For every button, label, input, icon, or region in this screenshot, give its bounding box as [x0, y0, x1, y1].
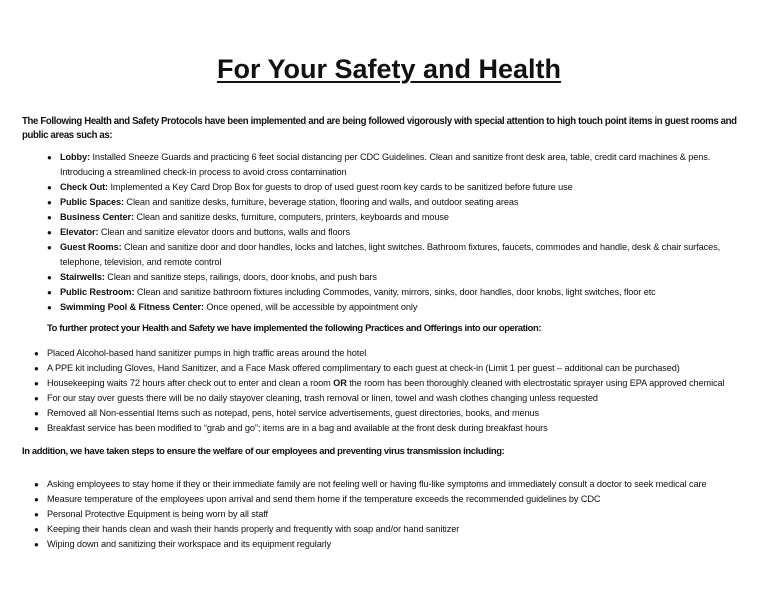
item-label: Business Center:	[60, 212, 134, 222]
bullet-icon: ●	[34, 394, 39, 403]
list-item	[34, 492, 756, 507]
bullet-icon: ●	[34, 409, 39, 418]
item-text: Clean and sanitize door and door handles, locks and latches, light switches. Bathroom fixtures, faucets, commodes and handle, desk & chair surfaces, telephone, television, and remote control	[60, 242, 721, 267]
item-label: Swimming Pool & Fitness Center:	[60, 302, 204, 312]
item-text: Implemented a Key Card Drop Box for guests to drop of used guest room key cards to be sanitized before future use	[108, 182, 573, 192]
list-item	[47, 300, 756, 315]
list-item	[47, 270, 756, 285]
item-label: Guest Rooms:	[60, 242, 122, 252]
intro-paragraph: The Following Health and Safety Protocols have been implemented and are being followed vigorously with special attention to high touch point items in guest rooms and public areas such as:	[22, 115, 737, 142]
item-text: Clean and sanitize elevator doors and buttons, walls and floors	[98, 227, 350, 237]
item-text: Asking employees to stay home if they or their immediate family are not feeling well or having flu-like symptoms and immediately consult a doctor to seek medical care	[47, 479, 707, 489]
item-text: Removed all Non-essential Items such as notepad, pens, hotel service advertisements, guest directories, books, and menus	[47, 408, 540, 418]
item-text: Once opened, will be accessible by appointment only	[203, 302, 418, 312]
list-item	[34, 507, 756, 522]
bullet-icon: ●	[34, 379, 39, 388]
item-text: For our stay over guests there will be no daily stayover cleaning, trash removal or linen, towel and wash clothes changing unless requested	[47, 393, 598, 403]
item-text: Keeping their hands clean and wash their hands properly and frequently with soap and/or hand sanitizer	[47, 524, 460, 534]
list-item	[47, 180, 756, 195]
areas-list	[22, 150, 756, 315]
list-item	[47, 240, 756, 270]
employees-heading: In addition, we have taken steps to ensure the welfare of our employees and preventing virus transmission including:	[22, 445, 505, 456]
list-item	[47, 150, 756, 180]
item-label: Public Spaces:	[60, 197, 124, 207]
item-text: Clean and sanitize desks, furniture, beverage station, flooring and walls, and outdoor seating areas	[123, 197, 519, 207]
item-text: the room has been thoroughly cleaned with electrostatic sprayer using EPA approved chemical	[346, 378, 725, 388]
emphasis-or: OR	[333, 378, 347, 388]
list-item	[34, 522, 756, 537]
page-title: For Your Safety and Health	[216, 54, 562, 84]
list-item	[47, 210, 756, 225]
item-label: Stairwells:	[60, 272, 105, 282]
bullet-icon: ●	[34, 424, 39, 433]
item-text: Personal Protective Equipment is being worn by all staff	[47, 509, 268, 519]
bullet-icon: ●	[47, 153, 52, 162]
bullet-icon: ●	[47, 243, 52, 252]
list-item	[34, 537, 756, 552]
item-label: Elevator:	[60, 227, 99, 237]
item-text: Wiping down and sanitizing their workspace and its equipment regularly	[47, 539, 332, 549]
bullet-icon: ●	[34, 495, 39, 504]
item-text: Installed Sneeze Guards and practicing 6 feet social distancing per CDC Guidelines. Clean and sanitize front desk area, table, credit card machines & pens. Introducing a streamlined check-in process to avoid cross contamination	[60, 152, 711, 177]
list-item	[47, 225, 756, 240]
item-text: Clean and sanitize bathroom fixtures including Commodes, vanity, mirrors, sinks, door handles, door knobs, light switches, floor etc	[134, 287, 656, 297]
item-text: Measure temperature of the employees upon arrival and send them home if the temperature exceeds the recommended guidelines by CDC	[47, 494, 601, 504]
bullet-icon: ●	[34, 480, 39, 489]
bullet-icon: ●	[47, 213, 52, 222]
bullet-icon: ●	[34, 510, 39, 519]
list-item	[34, 406, 756, 421]
bullet-icon: ●	[34, 349, 39, 358]
list-item	[34, 421, 756, 436]
bullet-icon: ●	[47, 198, 52, 207]
bullet-icon: ●	[34, 364, 39, 373]
list-item	[47, 285, 756, 300]
bullet-icon: ●	[47, 228, 52, 237]
item-text: Clean and sanitize desks, furniture, computers, printers, keyboards and mouse	[133, 212, 449, 222]
list-item	[34, 477, 756, 492]
bullet-icon: ●	[34, 540, 39, 549]
item-text: Breakfast service has been modified to “grab and go”; items are in a bag and available at the front desk during breakfast hours	[47, 423, 548, 433]
practices-list	[22, 346, 756, 436]
item-label: Lobby:	[60, 152, 91, 162]
bullet-icon: ●	[47, 273, 52, 282]
item-text: Housekeeping waits 72 hours after check out to enter and clean a room	[47, 378, 334, 388]
bullet-icon: ●	[34, 525, 39, 534]
item-label: Public Restroom:	[60, 287, 135, 297]
employees-list	[22, 477, 756, 552]
bullet-icon: ●	[47, 183, 52, 192]
item-text: A PPE kit including Gloves, Hand Sanitizer, and a Face Mask offered complimentary to each guest at check-in (Limit 1 per guest – additional can be purchased)	[47, 363, 680, 373]
list-item	[34, 346, 756, 361]
list-item	[34, 376, 756, 391]
practices-heading: To further protect your Health and Safety we have implemented the following Practices and Offerings into our operation:	[47, 322, 542, 333]
bullet-icon: ●	[47, 303, 52, 312]
item-text: Placed Alcohol-based hand sanitizer pumps in high traffic areas around the hotel	[47, 348, 367, 358]
item-text: Clean and sanitize steps, railings, doors, door knobs, and push bars	[104, 272, 377, 282]
bullet-icon: ●	[47, 288, 52, 297]
item-label: Check Out:	[60, 182, 109, 192]
list-item	[34, 391, 756, 406]
list-item	[47, 195, 756, 210]
list-item	[34, 361, 756, 376]
